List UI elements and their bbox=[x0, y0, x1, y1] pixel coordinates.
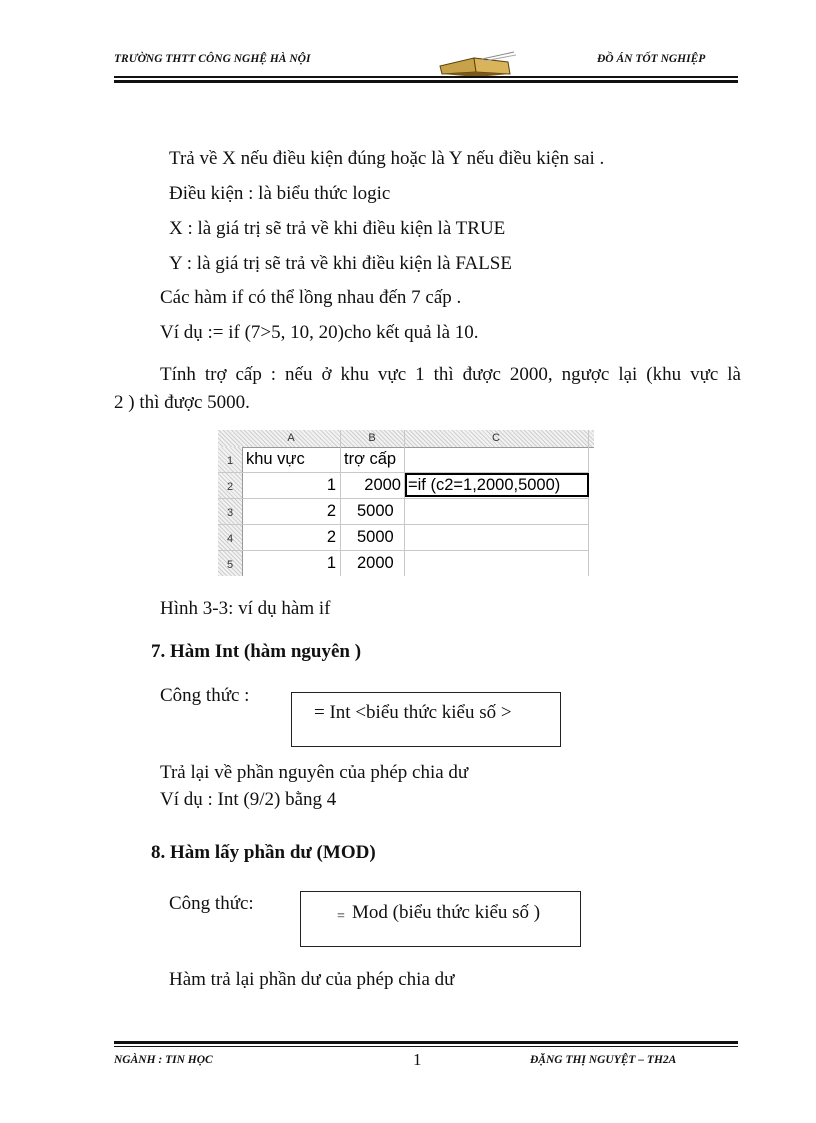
formula-box-mod bbox=[300, 891, 581, 947]
cell-b5: 2000 bbox=[357, 554, 394, 572]
cell-a5: 1 bbox=[326, 554, 336, 572]
header-left: TRƯỜNG THTT CÔNG NGHỆ HÀ NỘI bbox=[114, 53, 311, 65]
footer-rule-thick bbox=[114, 1041, 738, 1044]
formula-label: Công thức: bbox=[169, 893, 254, 914]
row-number: 3 bbox=[226, 507, 234, 519]
row-number: 4 bbox=[226, 533, 234, 545]
row-number: 1 bbox=[226, 455, 234, 467]
header-right: ĐỒ ÁN TỐT NGHIỆP bbox=[597, 53, 706, 65]
grid-line bbox=[588, 430, 589, 576]
open-book-icon bbox=[436, 50, 518, 78]
row-number: 5 bbox=[226, 559, 234, 571]
grid-line bbox=[218, 524, 588, 525]
active-cell-border bbox=[405, 473, 589, 497]
section-heading-mod: 8. Hàm lấy phần dư (MOD) bbox=[151, 842, 376, 863]
paragraph: Ví dụ := if (7>5, 10, 20)cho kết quả là 10. bbox=[160, 322, 479, 343]
grid-line bbox=[218, 498, 588, 499]
paragraph: Trả lại về phần nguyên của phép chia dư bbox=[160, 762, 469, 783]
cell-a2: 1 bbox=[326, 476, 336, 494]
formula-box-int bbox=[291, 692, 561, 747]
paragraph: Hàm trả lại phần dư của phép chia dư bbox=[169, 969, 455, 990]
cell-a1: khu vực bbox=[246, 450, 305, 468]
paragraph: X : là giá trị sẽ trả về khi điều kiện là TRUE bbox=[169, 218, 506, 239]
header-rule bbox=[114, 76, 738, 78]
section-heading-int: 7. Hàm Int (hàm nguyên ) bbox=[151, 641, 362, 662]
row-number: 2 bbox=[226, 481, 234, 493]
paragraph: Trả về X nếu điều kiện đúng hoặc là Y nếu điều kiện sai . bbox=[169, 148, 605, 169]
formula-label: Công thức : bbox=[160, 685, 250, 706]
paragraph: Ví dụ : Int (9/2) bằng 4 bbox=[160, 789, 337, 810]
formula-equals: = bbox=[337, 909, 345, 924]
formula-mod: Mod (biểu thức kiểu số ) bbox=[352, 902, 541, 923]
header-rule-thick bbox=[114, 80, 738, 83]
footer-left: NGÀNH : TIN HỌC bbox=[114, 1054, 213, 1066]
grid-line bbox=[218, 550, 588, 551]
cell-a3: 2 bbox=[326, 502, 336, 520]
cell-c2-formula: =if (c2=1,2000,5000) bbox=[408, 476, 561, 494]
grid-line bbox=[340, 430, 341, 576]
cell-b3: 5000 bbox=[357, 502, 394, 520]
footer-right: ĐẶNG THỊ NGUYỆT – TH2A bbox=[530, 1054, 677, 1066]
formula-int: = Int <biểu thức kiểu số > bbox=[314, 702, 512, 723]
footer-rule bbox=[114, 1046, 738, 1047]
cell-b2: 2000 bbox=[364, 476, 401, 494]
page-number: 1 bbox=[413, 1050, 422, 1069]
column-header-c: C bbox=[492, 432, 500, 444]
figure-caption: Hình 3-3: ví dụ hàm if bbox=[160, 598, 331, 619]
cell-b4: 5000 bbox=[357, 528, 394, 546]
grid-line bbox=[404, 430, 405, 576]
paragraph: Tính trợ cấp : nếu ở khu vực 1 thì được 2000, ngược lại (khu vực là bbox=[160, 364, 741, 385]
paragraph: Điều kiện : là biểu thức logic bbox=[169, 183, 391, 204]
column-header-a: A bbox=[287, 432, 295, 444]
paragraph: 2 ) thì được 5000. bbox=[114, 392, 250, 413]
cell-b1: trợ cấp bbox=[344, 450, 397, 468]
paragraph: Y : là giá trị sẽ trả về khi điều kiện là FALSE bbox=[169, 253, 512, 274]
column-header-b: B bbox=[368, 432, 376, 444]
paragraph: Các hàm if có thể lồng nhau đến 7 cấp . bbox=[160, 287, 462, 308]
cell-a4: 2 bbox=[326, 528, 336, 546]
spreadsheet-figure bbox=[218, 430, 594, 576]
